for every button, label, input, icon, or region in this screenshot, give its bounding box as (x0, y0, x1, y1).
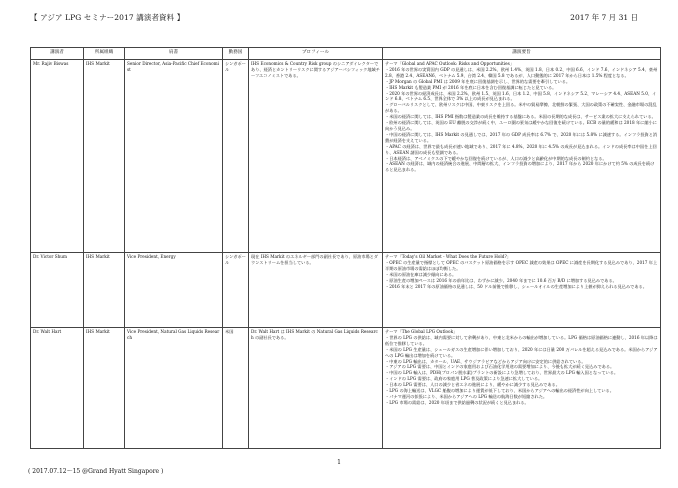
summary-line: ・米国の LPG 生産量は、シェールガスの生産増加に伴い増加しており、2020 年には日量 200 万バレルを超える見込みである。米国からアジアへの LPG 輸出は増加を続けている。 (385, 346, 658, 358)
speaker-summary (383, 60, 661, 253)
speaker-country: 米国 (223, 328, 249, 449)
speaker-country: シンガポール (223, 253, 249, 328)
column-header-country: 勤務国 (223, 48, 249, 60)
summary-line: ・2020 年の世界の経済成長は、米国 2.2%、欧州 1.5、英国 1.6、日本 1.2、中国 5.8、インドネシア 5.2、マレーシア 4.4、ASEAN 5.0、インド 6.8、ベトナム 6.5、世界全体で 3% 以上の成長が見込まれる。 (385, 90, 657, 102)
summary-line: ・パナマ運河の拡張により、米国からアジアへの LPG 輸送の航海日数が短縮された。 (385, 393, 548, 399)
document-date: 2017 年 7 月 31 日 (570, 13, 638, 22)
summary-line: ・LPG 市場の需給は、2020 年頃まで供給過剰の状況が続くと見込まれる。 (385, 399, 529, 405)
speaker-country: シンガポール (223, 60, 249, 253)
speaker-table (30, 47, 661, 449)
summary-line: ・ASEAN の経済は、域内の経済統合の進展、中間層の拡大、インフラ投資の増加により、2017 年から 2020 年にかけて約 5% の成長を続けると見込まれる。 (385, 161, 655, 173)
table-header-row (31, 48, 661, 60)
speaker-name: Dr. Victor Shum (31, 253, 84, 328)
table-row (31, 253, 661, 328)
summary-line: ・欧州の経済に関しては、英国の EU 離脱の交渉が続く中、ユーロ圏の景気は緩やかな回復を続けている。ECB の量的緩和は 2018 年に縮小に向かう見込み。 (385, 120, 657, 131)
column-header-profile: プロフィール (249, 48, 383, 60)
speaker-profile: 現在 IHS Markit のエネルギー部門の副社長であり、原油市場とダウンストリームを担当している。 (249, 253, 383, 328)
speaker-organization: IHS Markit (84, 60, 125, 253)
speaker-summary (383, 253, 661, 328)
summary-line: ・アジアの LPG 需要は、中国とインドの家庭用および石油化学用途の需要増加により、今後も拡大が続く見込みである。 (385, 364, 615, 370)
speaker-title: Vice President, Natural Gas Liquids Research (125, 328, 223, 449)
summary-theme-title: テーマ「The Global LPG Outlook」 (385, 329, 458, 334)
speaker-name: Dr. Walt Hart (31, 328, 84, 449)
summary-line: ・中国の LPG 輸入は、PDH(プロパン脱水素)プラントの新設により急増しており、世界最大の LPG 輸入国となっている。 (385, 370, 619, 376)
table-row (31, 328, 661, 449)
page-number: 1 (337, 459, 341, 466)
summary-line: ・インドの LPG 需要は、政府の家庭用 LPG 普及政策により急速に拡大している。 (385, 376, 543, 382)
summary-line: ・原油生産の増加ペースは 2016 年の前年比は、わずかに減少。2040 年までに 10.6 百万 B/D に増加する見込みである。 (385, 277, 617, 283)
column-header-summary: 講演要旨 (383, 48, 661, 60)
speaker-name: Mr. Rajiv Biswas (31, 60, 84, 253)
summary-line: ・日本経済は、アベノミクスの下で緩やかな回復を続けているが、人口の減少と高齢化が中期的な成長の制約となる。 (385, 155, 607, 161)
speaker-title: Vice President, Energy (125, 253, 223, 328)
speaker-title: Senior Director, Asia-Pacific Chief Economist (125, 60, 223, 253)
summary-line: ・グローバルリスクとして、欧州リスクは中国、中東リスクを上回る。米中の貿易摩擦、北朝鮮の緊張、大国の政策の不確実性、金融市場の混乱がある。 (385, 102, 657, 114)
speaker-organization: IHS Markit (84, 328, 125, 449)
summary-line: ・中国の経済に関しては、IHS Markit の見通しでは、2017 年の GDP 成長率は 6.7% で、2020 年には 5.8% に減速する。インフラ投資と消費が経済を支えている。 (385, 131, 658, 143)
summary-line: ・APAC の経済は、世界で最も成長が速い地域であり、2017 年に 4.8%、2020 年に 4.5% の成長が見込まれる。インドの成長率は中国を上回り、ASEAN 諸国の成長も堅調である。 (385, 143, 657, 155)
summary-line: ・世界の LPG の供給は、域内需要に対して余剰があり、中東と北米からの輸出が増加している。LPG 価格は原油価格に連動し、2016 年以降は低位で推移している。 (385, 334, 658, 346)
speaker-summary (383, 328, 661, 449)
column-header-organization: 所属組織 (84, 48, 125, 60)
summary-line: ・LPG の海上輸送は、VLGC 船腹の増加により運賃が低下しており、米国からアジアへの輸出の経済性が向上している。 (385, 388, 614, 394)
summary-line: ・米国の原油在庫は減少傾向にある。 (385, 271, 457, 277)
summary-line: ・中東の LPG 輸出は、カタール、UAE、サウジアラビアなどからアジア向けに安定的に供給されている。 (385, 358, 586, 364)
summary-line: ・日本の LPG 需要は、人口の減少と省エネの進展により、緩やかに減少する見込みである。 (385, 382, 560, 388)
table-row (31, 60, 661, 253)
summary-line: ・IHS Markit も製造業 PMI が 2016 年を底に日本を含む回復基調に転じたと見ている。 (385, 84, 557, 90)
speaker-profile: IHS Economics & Country Risk group のシニアダイレクターであり、経済とカントリーリスクに関するアジアーパシフィック地域チーフエコノミストである。 (249, 60, 383, 253)
document-footer: ( 2017.07.12～15 @Grand Hyatt Singapore ) (28, 468, 164, 475)
summary-line: ・米国の経済に関しては、IHS PMI 指数は製造業の成長を維持する基盤にある。米国の長期的な成長は、サービス業の拡大に支えられている。 (385, 114, 656, 120)
document-header-title: 【 アジア LPG セミナー2017 講演者資料 】 (30, 13, 185, 22)
summary-theme-title: テーマ「Today's Oil Market - What Does the Future Hold?」 (385, 254, 511, 259)
summary-line: ・2016 年の世界の実質国内 GDP の見通しは、米国 2.2%、欧州 1.4%、英国 1.8、日本 0.2、中国 6.6、インド 7.6、インドネシア 5.4、豪州 2.8、香港 2.4、ASEAN6、ベトナム 5.9、台湾 2.4、韓国 5.8 であるが、人口動態的に 2017 年から日本は 1.5% 程度となる。 (385, 66, 658, 78)
summary-line: ・2016 年末と 2017 年の原油価格の見通しは、50 ドル前後で推移し、シェールオイルの生産増加により上値が抑えられる見込みである。 (385, 283, 647, 289)
summary-theme-title: テーマ「Global and APAC Outlook: Risks and Opportunities」 (385, 61, 514, 66)
speaker-profile: Dr. Walt Hart は IHS Markit の Natural Gas Liquids Research の副社長である。 (249, 328, 383, 449)
column-header-speaker: 講演者 (31, 48, 84, 60)
column-header-title: 肩書 (125, 48, 223, 60)
speaker-organization: IHS Markit (84, 253, 125, 328)
summary-line: ・OPEC の生産量で指標として OPEC のバスケット原油価格を示す OPEC 減産の効果は OPEC に減産を長期化する見込みであり、2017 年上半期の原油市場の需給はほぼ均衡した。 (385, 259, 658, 271)
summary-line: ・JP Morgan の Global PMI は 2009 年を底に回復基調を示し、世界的な需要を牽引している。 (385, 78, 571, 84)
